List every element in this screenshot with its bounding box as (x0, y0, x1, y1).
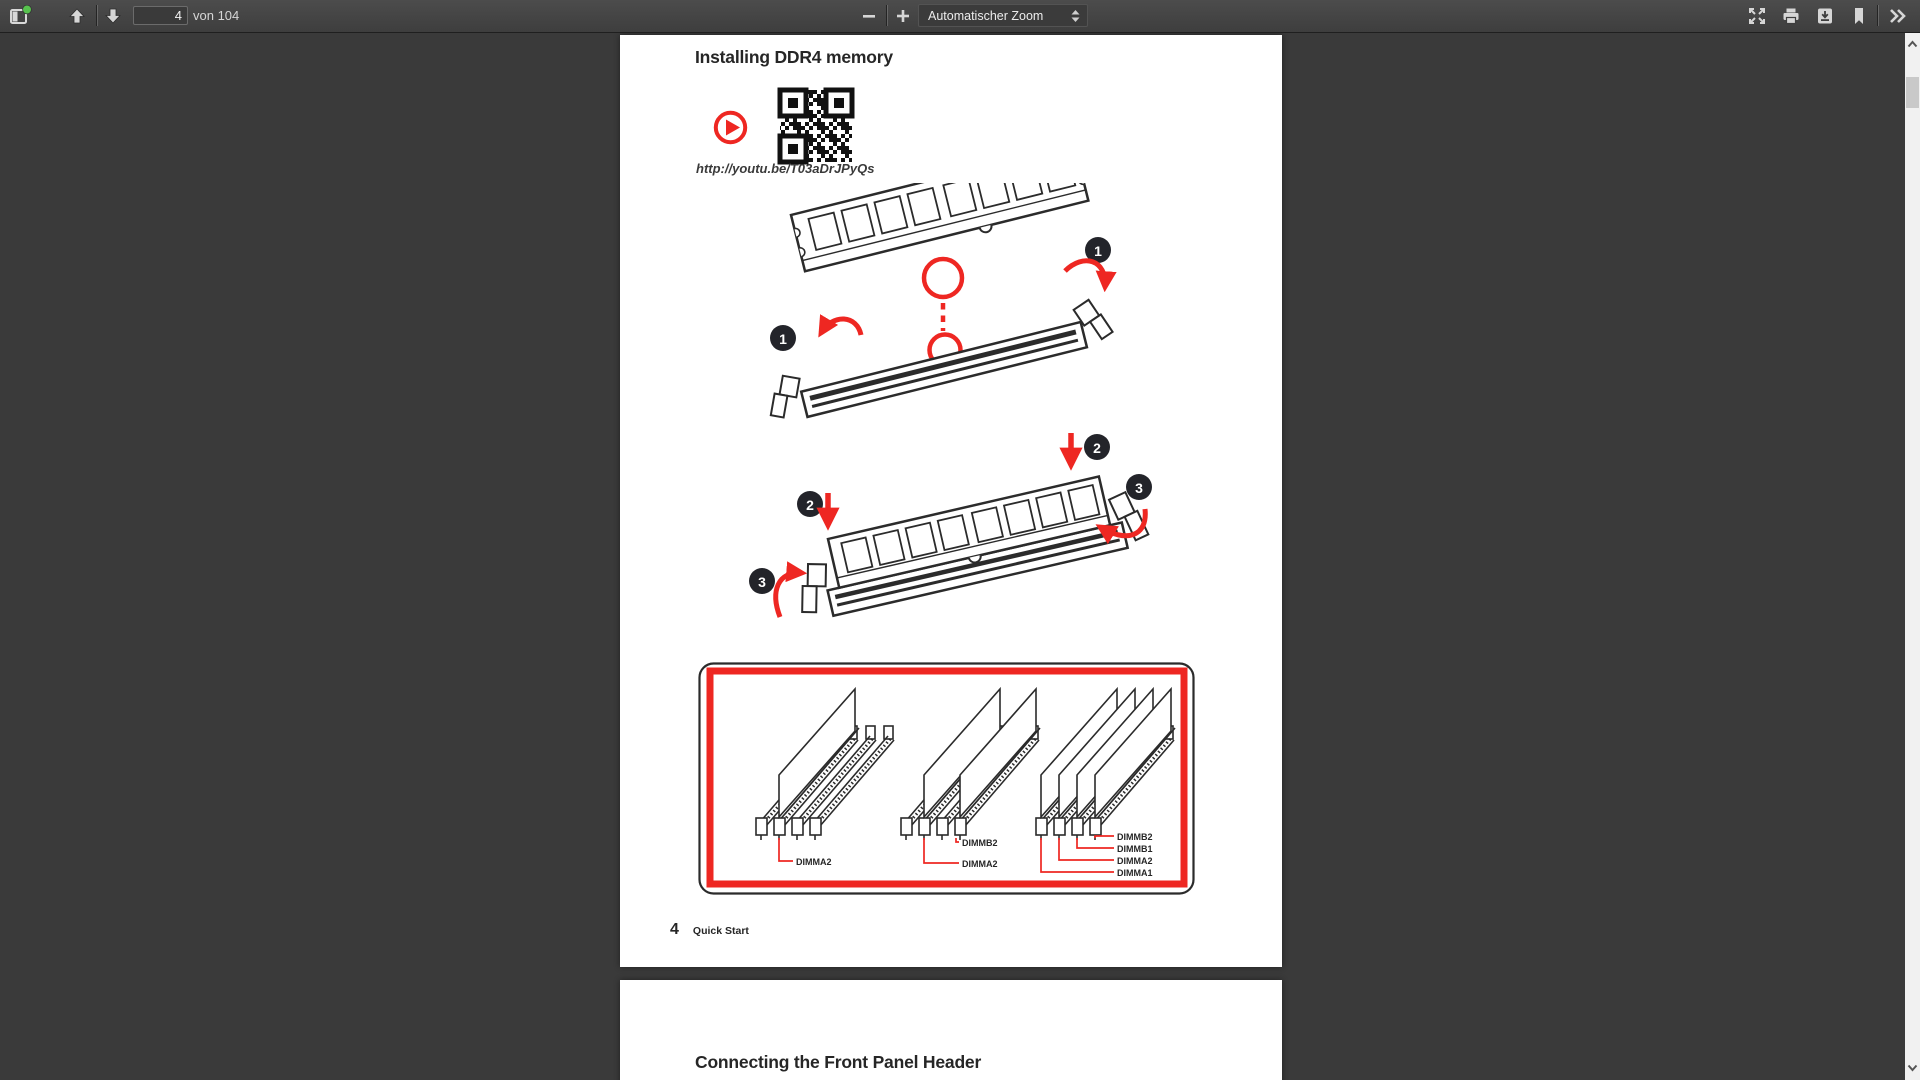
dimm-slot-label: DIMMA1 (1117, 868, 1153, 878)
pdf-page-4 (620, 35, 1282, 967)
qr-code (777, 86, 855, 166)
dimm-slot-label: DIMMB1 (1117, 844, 1153, 854)
print-button[interactable] (1778, 3, 1804, 29)
pdf-viewer-toolbar (0, 0, 1920, 33)
dimm-slot-label: DIMMA2 (962, 859, 998, 869)
step-badge-number: 1 (779, 331, 787, 347)
dimm-slot-label: DIMMA2 (796, 857, 832, 867)
toolbar-separator (886, 5, 887, 26)
video-url-link[interactable]: http://youtu.be/T03aDrJPyQs (696, 161, 875, 176)
bookmark-icon (1850, 6, 1868, 26)
pdf-page-5 (620, 980, 1282, 1080)
plus-icon (895, 8, 911, 24)
sidebar-toggle-icon (8, 5, 32, 27)
more-tools-button[interactable] (1884, 3, 1910, 29)
arrow-up-icon (67, 7, 87, 25)
zoom-select[interactable] (918, 4, 1088, 27)
zoom-select-value: Automatischer Zoom (928, 8, 1044, 23)
download-button[interactable] (1812, 3, 1838, 29)
dimm-install-step1-figure (765, 183, 1125, 423)
download-icon (1815, 6, 1835, 26)
bookmark-button[interactable] (1846, 3, 1872, 29)
toolbar-separator (96, 5, 97, 26)
printer-icon (1781, 6, 1801, 26)
step-badge-number: 2 (806, 497, 814, 513)
next-page-button[interactable] (100, 3, 126, 29)
previous-page-button[interactable] (64, 3, 90, 29)
section-title: Installing DDR4 memory (695, 47, 893, 67)
video-play-button[interactable] (712, 109, 749, 146)
minus-icon (861, 8, 877, 24)
presentation-mode-button[interactable] (1744, 3, 1770, 29)
page-footer (670, 921, 749, 939)
page-number-input[interactable] (133, 6, 188, 25)
footer-section-label: Quick Start (692, 925, 749, 937)
step-badge-number: 1 (1094, 243, 1102, 259)
dimm-install-step2-figure (748, 421, 1158, 661)
step-badge-number: 3 (758, 574, 766, 590)
scrollbar-thumb[interactable] (1906, 77, 1919, 108)
step-badge-number: 2 (1093, 440, 1101, 456)
zoom-in-button[interactable] (890, 3, 916, 29)
slot-group-1 (756, 689, 894, 867)
dimm-slot-label: DIMMB2 (962, 838, 998, 848)
fullscreen-icon (1747, 6, 1767, 26)
page-count-label: von 104 (193, 8, 240, 23)
double-chevron-icon (1886, 7, 1908, 25)
sidebar-toggle-button[interactable] (7, 3, 33, 29)
arrow-down-icon (103, 7, 123, 25)
toolbar-separator (1877, 5, 1878, 26)
slot-group-2 (901, 689, 1040, 869)
dimm-slot-label: DIMMA2 (1117, 856, 1153, 866)
pdf-viewer-canvas (0, 32, 1905, 1080)
scroll-up-arrow[interactable] (1905, 36, 1920, 52)
zoom-out-button[interactable] (856, 3, 882, 29)
dimm-slot-label: DIMMB2 (1117, 832, 1153, 842)
select-spinner-icon (1071, 9, 1080, 23)
dimm-slot-configuration-figure (698, 662, 1195, 896)
section-title: Connecting the Front Panel Header (695, 1052, 982, 1072)
slot-group-3 (1036, 689, 1175, 878)
scroll-down-arrow[interactable] (1905, 1060, 1920, 1076)
vertical-scrollbar[interactable] (1905, 32, 1920, 1080)
step-badge-number: 3 (1135, 480, 1143, 496)
footer-page-number: 4 (670, 921, 679, 938)
